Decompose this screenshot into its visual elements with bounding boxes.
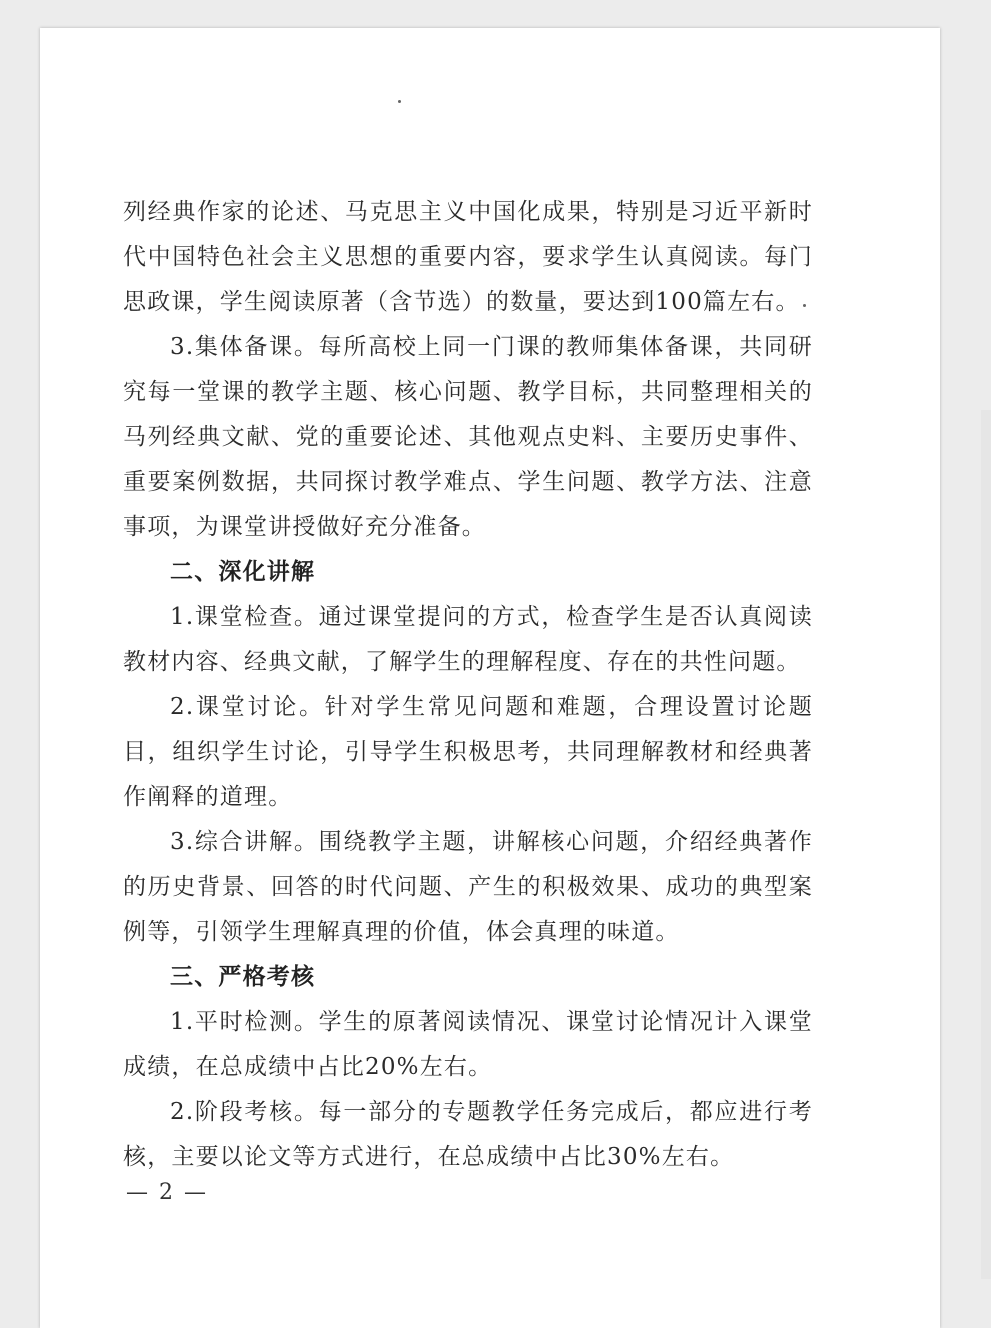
scroll-edge-strip <box>981 410 991 1279</box>
scan-speck <box>398 100 401 103</box>
paragraph-class-check: 1.课堂检查。通过课堂提问的方式，检查学生是否认真阅读教材内容、经典文献，了解学生的理解程度、存在的共性问题。 <box>123 604 813 675</box>
section-heading-deepen-explanation: 二、深化讲解 <box>170 559 316 585</box>
page-number: — 2 — <box>126 1180 208 1205</box>
paragraph-stage-assessment: 2.阶段考核。每一部分的专题教学任务完成后，都应进行考核，主要以论文等方式进行，在总成绩中占比30%左右。 <box>123 1099 813 1170</box>
document-body <box>123 190 813 1180</box>
paragraph-class-discussion: 2.课堂讨论。针对学生常见问题和难题，合理设置讨论题目，组织学生讨论，引导学生积极思考，共同理解教材和经典著作阐释的道理。 <box>123 694 813 810</box>
paragraph-regular-test: 1.平时检测。学生的原著阅读情况、课堂讨论情况计入课堂成绩，在总成绩中占比20%左右。 <box>123 1009 813 1080</box>
paragraph-comprehensive-explanation: 3.综合讲解。围绕教学主题，讲解核心问题，介绍经典著作的历史背景、回答的时代问题、产生的积极效果、成功的典型案例等，引领学生理解真理的价值，体会真理的味道。 <box>123 829 813 945</box>
paragraph-collective-preparation: 3.集体备课。每所高校上同一门课的教师集体备课，共同研究每一堂课的教学主题、核心问题、教学目标，共同整理相关的马列经典文献、党的重要论述、其他观点史料、主要历史事件、重要案例数据，共同探讨教学难点、学生问题、教学方法、注意事项，为课堂讲授做好充分准备。 <box>123 334 813 540</box>
paragraph-continued: 列经典作家的论述、马克思主义中国化成果，特别是习近平新时代中国特色社会主义思想的重要内容，要求学生认真阅读。每门思政课，学生阅读原著（含节选）的数量，要达到100篇左右。 <box>123 199 813 315</box>
document-page <box>40 28 940 1328</box>
section-heading-strict-assessment: 三、严格考核 <box>170 964 316 990</box>
